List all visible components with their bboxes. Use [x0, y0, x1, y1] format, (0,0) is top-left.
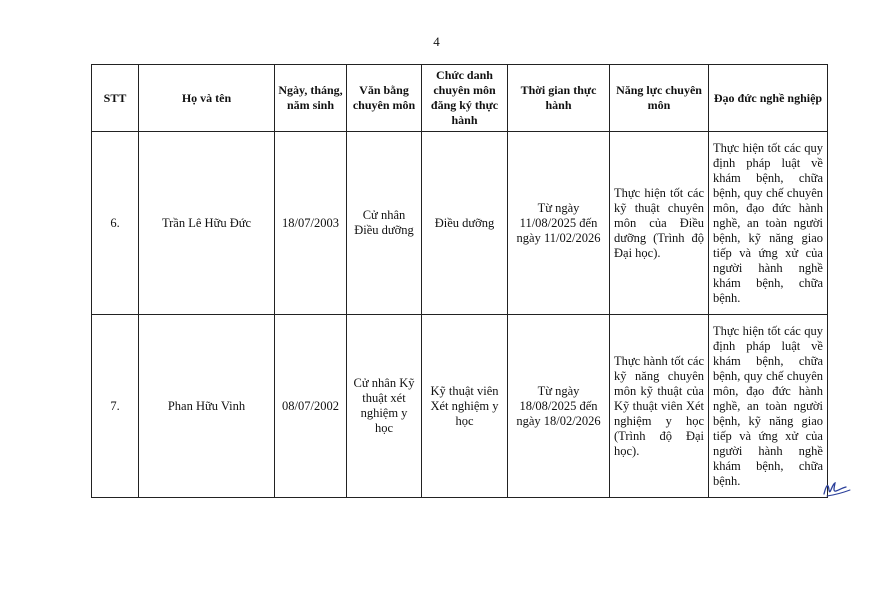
cell-competency: Thực hiện tốt các kỹ thuật chuyên môn của Điều dưỡng (Trình độ Đại học).	[610, 132, 709, 315]
header-name: Họ và tên	[139, 65, 275, 132]
header-ethics: Đạo đức nghề nghiệp	[709, 65, 828, 132]
cell-stt: 6.	[92, 132, 139, 315]
table-row	[92, 315, 828, 498]
header-row	[92, 65, 828, 132]
table-row	[92, 132, 828, 315]
cell-title: Điều dưỡng	[422, 132, 508, 315]
cell-dob: 08/07/2002	[275, 315, 347, 498]
cell-stt: 7.	[92, 315, 139, 498]
cell-name: Trần Lê Hữu Đức	[139, 132, 275, 315]
header-stt: STT	[92, 65, 139, 132]
cell-period: Từ ngày 11/08/2025 đến ngày 11/02/2026	[508, 132, 610, 315]
cell-name: Phan Hữu Vinh	[139, 315, 275, 498]
cell-ethics: Thực hiện tốt các quy định pháp luật về khám bệnh, chữa bệnh, quy chế chuyên môn, đạo đức hành nghề, an toàn người bệnh, kỹ năng giao tiếp và ứng xử của người hành nghề khám bệnh, chữa bệnh.	[709, 132, 828, 315]
practitioner-table	[91, 64, 828, 498]
header-degree: Văn bằng chuyên môn	[347, 65, 422, 132]
header-competency: Năng lực chuyên môn	[610, 65, 709, 132]
cell-period: Từ ngày 18/08/2025 đến ngày 18/02/2026	[508, 315, 610, 498]
cell-ethics: Thực hiện tốt các quy định pháp luật về khám bệnh, chữa bệnh, quy chế chuyên môn, đạo đức hành nghề, an toàn người bệnh, kỹ năng giao tiếp và ứng xử của người hành nghề khám bệnh, chữa bệnh.	[709, 315, 828, 498]
cell-dob: 18/07/2003	[275, 132, 347, 315]
cell-degree: Cử nhân Kỹ thuật xét nghiệm y học	[347, 315, 422, 498]
header-title: Chức danh chuyên môn đăng ký thực hành	[422, 65, 508, 132]
cell-competency: Thực hành tốt các kỹ năng chuyên môn kỹ thuật của Kỹ thuật viên Xét nghiệm y học (Trình độ Đại học).	[610, 315, 709, 498]
cell-degree: Cử nhân Điều dưỡng	[347, 132, 422, 315]
signature-mark	[820, 478, 854, 500]
cell-title: Kỹ thuật viên Xét nghiệm y học	[422, 315, 508, 498]
header-dob: Ngày, tháng, năm sinh	[275, 65, 347, 132]
page-number: 4	[433, 34, 440, 49]
header-period: Thời gian thực hành	[508, 65, 610, 132]
